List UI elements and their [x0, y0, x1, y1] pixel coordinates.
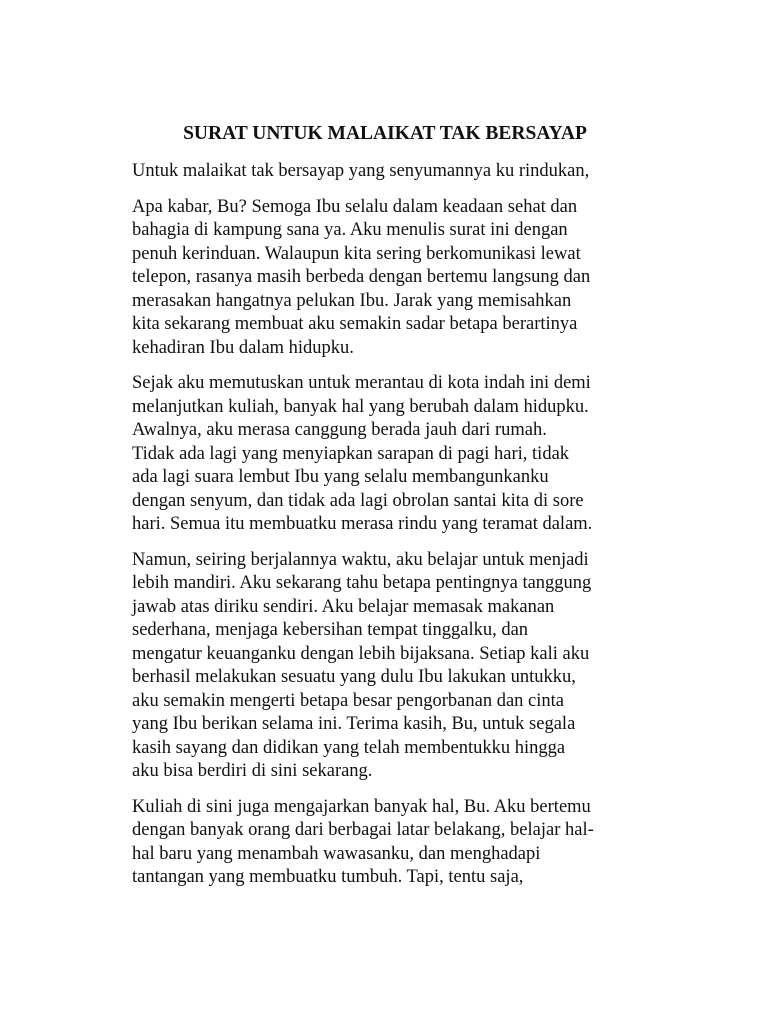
- body-paragraph-2: [132, 372, 638, 537]
- paragraph-line: kita sekarang membuat aku semakin sadar betapa berartinya: [132, 314, 578, 334]
- paragraph-line: Namun, seiring berjalannya waktu, aku belajar untuk menjadi: [132, 549, 589, 570]
- paragraph-line: tantangan yang membuatku tumbuh. Tapi, tentu saja,: [132, 867, 524, 887]
- paragraph-line: dengan banyak orang dari berbagai latar belakang, belajar hal-: [132, 820, 594, 840]
- paragraph-line: sederhana, menjaga kebersihan tempat tinggalku, dan: [132, 620, 529, 640]
- paragraph-line: bahagia di kampung sana ya. Aku menulis surat ini dengan: [132, 220, 568, 240]
- paragraph-line: hal baru yang menambah wawasanku, dan menghadapi: [132, 843, 541, 864]
- paragraph-line: kasih sayang dan didikan yang telah membentukku hingga: [132, 737, 566, 758]
- paragraph-line: ada lagi suara lembut Ibu yang selalu membangunkanku: [132, 467, 549, 487]
- paragraph-line: lebih mandiri. Aku sekarang tahu betapa pentingnya tanggung: [132, 573, 592, 593]
- greeting-paragraph: [132, 160, 638, 184]
- paragraph-line: kehadiran Ibu dalam hidupku.: [132, 337, 354, 358]
- paragraph-line: yang Ibu berikan selama ini. Terima kasih, Bu, untuk segala: [132, 714, 576, 734]
- body-paragraph-3: [132, 549, 638, 784]
- paragraph-line: telepon, rasanya masih berbeda dengan bertemu langsung dan: [132, 267, 591, 287]
- paragraph-line: hari. Semua itu membuatku merasa rindu yang teramat dalam.: [132, 514, 593, 534]
- body-paragraph-1: [132, 196, 638, 361]
- paragraph-line: jawab atas diriku sendiri. Aku belajar memasak makanan: [132, 596, 555, 617]
- paragraph-line: Sejak aku memutuskan untuk merantau di kota indah ini demi: [132, 373, 591, 393]
- paragraph-line: Awalnya, aku merasa canggung berada jauh dari rumah.: [132, 420, 547, 440]
- paragraph-line: Tidak ada lagi yang menyiapkan sarapan di pagi hari, tidak: [132, 443, 570, 464]
- letter-body: [132, 122, 638, 902]
- paragraph-line: merasakan hangatnya pelukan Ibu. Jarak yang memisahkan: [132, 290, 572, 311]
- paragraph-line: penuh kerinduan. Walaupun kita sering berkomunikasi lewat: [132, 243, 581, 264]
- body-paragraph-4: [132, 796, 638, 890]
- paragraph-line: aku bisa berdiri di sini sekarang.: [132, 761, 373, 781]
- paragraph-line: dengan senyum, dan tidak ada lagi obrolan santai kita di sore: [132, 490, 584, 511]
- paragraph-line: mengatur keuanganku dengan lebih bijaksana. Setiap kali aku: [132, 643, 590, 664]
- paragraph-line: Kuliah di sini juga mengajarkan banyak hal, Bu. Aku bertemu: [132, 796, 591, 817]
- letter-title: SURAT UNTUK MALAIKAT TAK BERSAYAP: [183, 123, 587, 144]
- paragraph-line: berhasil melakukan sesuatu yang dulu Ibu lakukan untukku,: [132, 667, 576, 687]
- paragraph-line: Untuk malaikat tak bersayap yang senyumannya ku rindukan,: [132, 161, 590, 181]
- paragraph-line: Apa kabar, Bu? Semoga Ibu selalu dalam keadaan sehat dan: [132, 196, 578, 217]
- paragraph-line: aku semakin mengerti betapa besar pengorbanan dan cinta: [132, 690, 565, 711]
- paragraph-line: melanjutkan kuliah, banyak hal yang berubah dalam hidupku.: [132, 396, 589, 417]
